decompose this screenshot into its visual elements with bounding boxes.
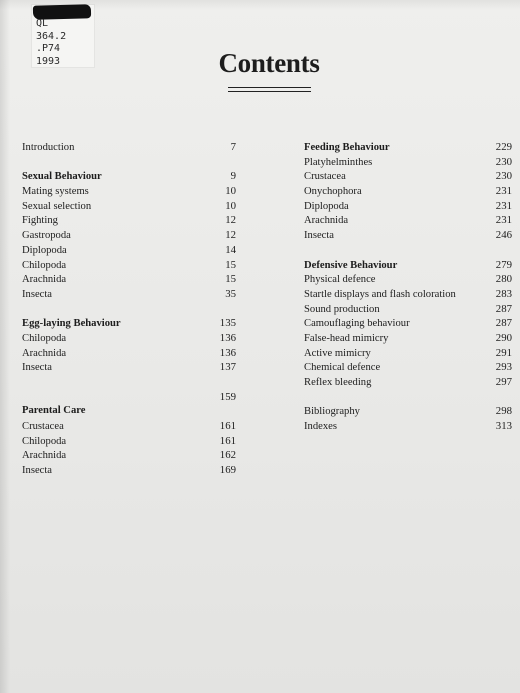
call-number-line: 364.2: [36, 30, 67, 42]
toc-page-number: 230: [495, 170, 512, 183]
toc-page-number: 298: [495, 405, 512, 418]
toc-page-number: 35: [225, 287, 236, 300]
toc-heading-row: [22, 404, 236, 419]
toc-page-number: 231: [495, 214, 512, 227]
toc-entry-label: Crustacea: [22, 421, 64, 433]
toc-entry-row: [304, 331, 512, 346]
toc-entry-label: Gastropoda: [22, 230, 71, 242]
toc-page-number: 12: [225, 214, 236, 227]
toc-entry-row: [304, 213, 512, 228]
toc-entry-label: Startle displays and flash coloration: [304, 288, 456, 300]
toc-section: [22, 169, 236, 301]
toc-entry-row: [304, 346, 512, 361]
toc-entry-label: Arachnida: [22, 274, 67, 286]
toc-entry-label: Chilopoda: [22, 332, 67, 344]
toc-page-number: 136: [219, 331, 236, 344]
toc-entry-label: Crustacea: [304, 171, 346, 183]
toc-entry-label: Introduction: [22, 142, 75, 153]
toc-entry-row: [22, 448, 236, 463]
toc-section: [304, 404, 512, 433]
toc-page-number: 287: [495, 302, 512, 315]
toc-entry-label: Physical defence: [304, 274, 376, 286]
call-number-line: 1993: [36, 55, 61, 67]
toc-page-number: 7: [230, 141, 236, 153]
page-title: Contents: [218, 48, 320, 78]
toc-page-number: 283: [495, 287, 512, 300]
toc-section: [22, 140, 236, 155]
toc-page-number: 231: [495, 185, 512, 198]
toc-entry-label: Diplopoda: [22, 244, 67, 256]
toc-entry-label: Arachnida: [22, 450, 67, 462]
toc-heading-row: [22, 316, 236, 331]
toc-entry-row: [22, 434, 236, 449]
toc-entry-label: Diplopoda: [304, 200, 349, 212]
toc-entry-label: Insecta: [22, 288, 52, 300]
toc-page-number: 313: [495, 420, 512, 433]
toc-page-number: 136: [219, 346, 236, 359]
toc-entry-row: [22, 419, 236, 434]
toc-entry-row: [22, 390, 236, 405]
toc-entry-row: [22, 228, 236, 243]
toc-section: [304, 258, 512, 390]
toc-entry-label: Reflex bleeding: [304, 377, 372, 388]
toc-entry-label: Chilopoda: [22, 259, 67, 271]
toc-page-number: 246: [495, 229, 512, 242]
toc-heading-label: Parental Care: [22, 405, 86, 417]
toc-page-number: 137: [219, 361, 236, 374]
toc-page-number: 291: [495, 346, 512, 359]
toc-entry-label: Insecta: [22, 362, 52, 374]
title-underline: [228, 91, 311, 92]
toc-page-number: 287: [495, 317, 512, 330]
toc-page-number: 15: [225, 258, 236, 271]
toc-entry-label: Insecta: [304, 230, 334, 242]
toc-entry-row: [22, 213, 236, 228]
toc-entry-row: [304, 287, 512, 302]
toc-entry-row: [22, 258, 236, 273]
toc-entry-row: [22, 184, 236, 199]
toc-entry-label: Bibliography: [304, 406, 360, 418]
toc-entry-label: Camouflaging behaviour: [304, 318, 410, 330]
call-number-line: .P74: [36, 43, 61, 54]
toc-page-number: 12: [225, 229, 236, 242]
toc-entry-label: Chilopoda: [22, 435, 67, 447]
toc-heading-label: Defensive Behaviour: [304, 259, 398, 271]
toc-entry-row: [22, 199, 236, 214]
toc-entry-row: [304, 155, 512, 170]
toc-entry-row: [22, 360, 236, 375]
toc-heading-row: [304, 140, 512, 155]
toc-entry-row: [22, 463, 236, 478]
toc-entry-label: Arachnida: [22, 347, 67, 359]
toc-entry-label: Sound production: [304, 303, 380, 315]
toc-section: [22, 316, 236, 375]
toc-entry-row: [22, 140, 236, 155]
toc-page-number: 135: [219, 317, 236, 330]
toc-section: [22, 390, 236, 478]
toc-entry-row: [304, 375, 512, 390]
toc-entry-row: [304, 404, 512, 419]
toc-section: [304, 140, 512, 243]
toc-page-number: 161: [219, 420, 236, 433]
toc-entry-label: Insecta: [22, 465, 52, 477]
toc-page-number: 229: [495, 141, 512, 153]
toc-entry-row: [22, 272, 236, 287]
page-edge-shadow: [0, 0, 10, 693]
toc-page-number: 9: [230, 170, 236, 183]
toc-entry-row: [22, 243, 236, 258]
toc-entry-row: [304, 302, 512, 317]
toc-page-number: 279: [495, 258, 512, 271]
toc-entry-label: Chemical defence: [304, 362, 381, 374]
toc-page-number: 230: [495, 155, 512, 168]
call-number-line: QL: [36, 18, 49, 29]
toc-entry-label: False-head mimicry: [304, 332, 389, 344]
toc-entry-row: [304, 169, 512, 184]
toc-entry-row: [304, 272, 512, 287]
toc-entry-row: [304, 228, 512, 243]
toc-page-number: 169: [219, 464, 236, 477]
toc-entry-label: Mating systems: [22, 186, 89, 198]
toc-heading-row: [304, 258, 512, 273]
toc-entry-label: Fighting: [22, 215, 58, 227]
toc-entry-row: [22, 287, 236, 302]
toc-entry-row: [22, 331, 236, 346]
toc-page-number: 10: [225, 185, 236, 198]
toc-entry-row: [304, 316, 512, 331]
toc-right-column: [304, 140, 512, 448]
toc-page-number: 297: [495, 376, 512, 388]
toc-page-number: 159: [219, 390, 236, 403]
toc-entry-row: [304, 184, 512, 199]
toc-entry-label: Active mimicry: [304, 347, 371, 359]
toc-page-number: 162: [219, 449, 236, 462]
title-underline: [228, 87, 311, 88]
toc-entry-row: [304, 199, 512, 214]
toc-page-number: 161: [219, 434, 236, 447]
toc-entry-label: Sexual selection: [22, 200, 92, 212]
toc-page-number: 290: [495, 331, 512, 344]
toc-page-number: 15: [225, 273, 236, 286]
toc-heading-label: Egg-laying Behaviour: [22, 318, 121, 330]
toc-page-number: 10: [225, 199, 236, 212]
toc-page-number: 293: [495, 361, 512, 374]
toc-page-number: 231: [495, 199, 512, 212]
toc-entry-row: [22, 346, 236, 361]
toc-entry-row: [304, 419, 512, 434]
toc-entry-label: Indexes: [304, 421, 337, 433]
toc-page-number: 14: [225, 243, 236, 256]
toc-heading-row: [22, 169, 236, 184]
toc-entry-label: Arachnida: [304, 215, 349, 227]
toc-page-number: 280: [495, 273, 512, 286]
toc-heading-label: Feeding Behaviour: [304, 142, 390, 153]
toc-left-column: [22, 140, 236, 493]
toc-heading-label: Sexual Behaviour: [22, 171, 102, 183]
toc-entry-label: Platyhelminthes: [304, 156, 373, 168]
toc-entry-row: [304, 360, 512, 375]
toc-entry-label: Onychophora: [304, 186, 362, 198]
